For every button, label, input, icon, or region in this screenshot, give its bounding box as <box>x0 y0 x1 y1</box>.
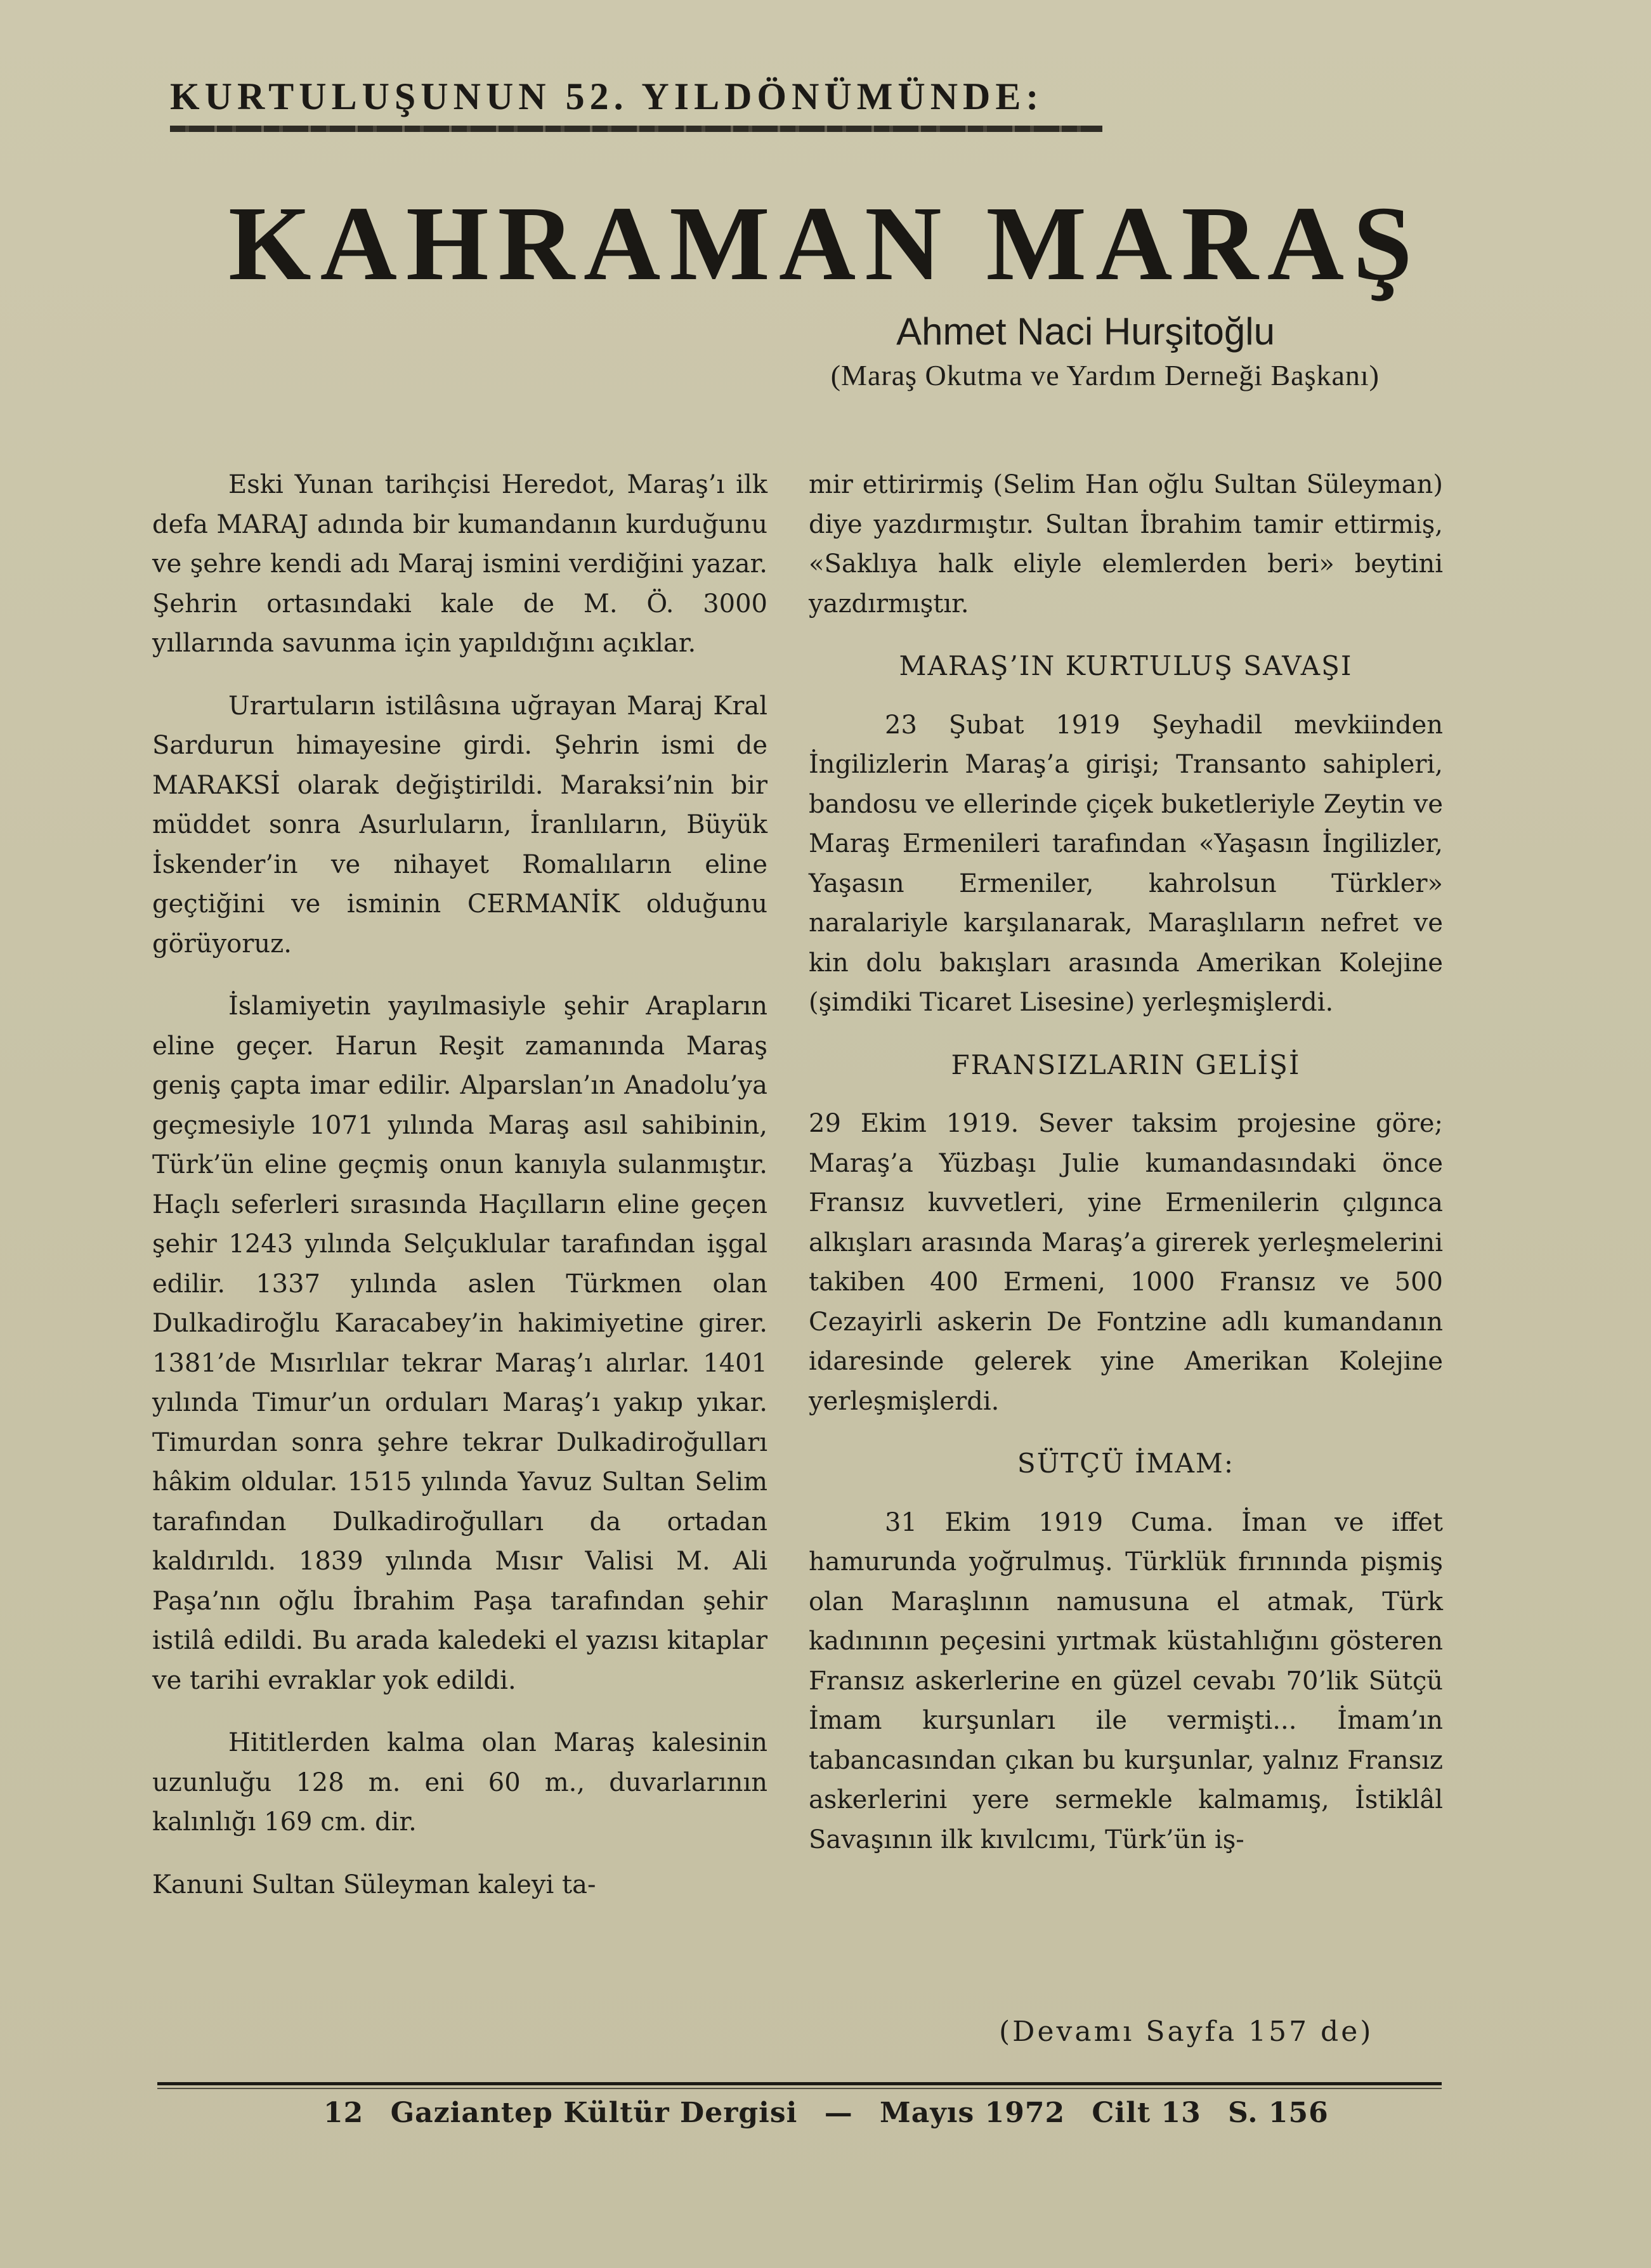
right-column <box>809 465 1443 1882</box>
journal-name: Gaziantep Kültür Dergisi <box>390 2097 798 2129</box>
paragraph: mir ettirirmiş (Selim Han oğlu Sultan Süleyman) diye yazdırmıştır. Sultan İbrahim tamir ettirmiş, «Saklıya halk eliyle elemlerden beri» beytini yazdırmıştır. <box>809 470 1443 619</box>
kicker-heading: KURTULUŞUNUN 52. YILDÖNÜMÜNDE: <box>170 75 1044 117</box>
section-heading: FRANSIZLARIN GELİŞİ <box>951 1049 1301 1080</box>
footer-rule-thin <box>157 2088 1442 2089</box>
kicker-underline <box>170 126 1102 132</box>
continued-note: (Devamı Sayfa 157 de) <box>999 2016 1374 2048</box>
author-name: Ahmet Naci Hurşitoğlu <box>896 310 1275 353</box>
issue-number: S. 156 <box>1228 2097 1329 2129</box>
paragraph: Hititlerden kalma olan Maraş kalesinin uzunluğu 128 m. eni 60 m., duvarlarının kalınlığı 169 cm. dir. <box>152 1728 767 1837</box>
issue-date: Mayıs 1972 <box>880 2097 1066 2129</box>
paragraph: Urartuların istilâsına uğrayan Maraj Kral Sardurun himayesine girdi. Şehrin ismi de MARAKSİ olarak değiştirildi. Maraksi’nin bir müddet sonra Asurluların, İranlıların, Büyük İskender’in ve nihayet Romalıların eline geçtiğini ve isminin CERMANİK olduğunu görüyoruz. <box>152 691 767 959</box>
paragraph: 29 Ekim 1919. Sever taksim projesine göre; Maraş’a Yüzbaşı Julie kumandasındaki önce Fransız kuvvetleri, yine Ermenilerin çılgınca alkışları arasında Maraş’a girerek yerleşmelerini takiben 400 Ermeni, 1000 Fransız ve 500 Cezayirli askerin De Fontzine adlı kumandanın idaresinde gelerek yine Amerikan Kolejine yerleşmişlerdi. <box>809 1109 1443 1416</box>
page-number: 12 <box>323 2097 364 2129</box>
author-affiliation: (Maraş Okutma ve Yardım Derneği Başkanı) <box>830 359 1380 391</box>
left-column <box>152 465 767 1927</box>
article-title: KAHRAMAN MARAŞ <box>228 185 1421 303</box>
paragraph: Eski Yunan tarihçisi Heredot, Maraş’ı ilk defa MARAJ adında bir kumandanın kurduğunu ve şehre kendi adı Maraj ismini verdiğini yazar. Şehrin ortasındaki kale de M. Ö. 3000 yıllarında savunma için yapıldığını açıklar. <box>152 470 767 658</box>
footer-rule-top <box>157 2082 1442 2085</box>
section-heading: MARAŞ’IN KURTULUŞ SAVAŞI <box>899 650 1353 681</box>
page-footer <box>323 2097 1345 2129</box>
footer-dash: — <box>824 2097 853 2129</box>
volume: Cilt 13 <box>1092 2097 1201 2129</box>
paragraph: İslamiyetin yayılmasiyle şehir Arapların eline geçer. Harun Reşit zamanında Maraş geniş çapta imar edilir. Alparslan’ın Anadolu’ya geçmesiyle 1071 yılında Maraş asıl sahibinin, Türk’ün eline geçmiş onun kanıyla sulanmıştır. Haçlı seferleri sırasında Haçılların eline geçen şehir 1243 yılında Selçuklular tarafından işgal edilir. 1337 yılında aslen Türkmen olan Dulkadiroğlu Karacabey’in hakimiyetine girer. 1381’de Mısırlılar tekrar Maraş’ı alırlar. 1401 yılında Timur’un orduları Maraş’ı yakıp yıkar. Timurdan sonra şehre tekrar Dulkadiroğulları hâkim oldular. 1515 yılında Yavuz Sultan Selim tarafından Dulkadiroğulları da ortadan kaldırıldı. 1839 yılında Mısır Valisi M. Ali Paşa’nın oğlu İbrahim Paşa tarafından şehir istilâ edildi. Bu arada kaledeki el yazısı kitaplar ve tarihi evraklar yok edildi. <box>152 992 767 1695</box>
paragraph: 23 Şubat 1919 Şeyhadil mevkiinden İngilizlerin Maraş’a girişi; Transanto sahipleri, bandosu ve ellerinde çiçek buketleriyle Zeytin ve Maraş Ermenileri tarafından «Yaşasın İngilizler, Yaşasın Ermeniler, kahrolsun Türkler» naralariyle karşılanarak, Maraşlıların nefret ve kin dolu bakışları arasında Amerikan Kolejine (şimdiki Ticaret Lisesine) yerleşmişlerdi. <box>809 710 1443 1017</box>
paragraph: 31 Ekim 1919 Cuma. İman ve iffet hamurunda yoğrulmuş. Türklük fırınında pişmiş olan Maraşlının namusuna el atmak, Türk kadınının peçesini yırtmak küstahlığını gösteren Fransız askerlerine en güzel cevabı 70’lik Sütçü İmam kurşunları ile vermişti... İmam’ın tabancasından çıkan bu kurşunlar, yalnız Fransız askerlerini yere sermekle kalmamış, İstiklâl Savaşının ilk kıvılcımı, Türk’ün iş- <box>809 1507 1443 1854</box>
paragraph: Kanuni Sultan Süleyman kaleyi ta- <box>152 1870 596 1899</box>
section-heading: SÜTÇÜ İMAM: <box>1017 1448 1235 1479</box>
